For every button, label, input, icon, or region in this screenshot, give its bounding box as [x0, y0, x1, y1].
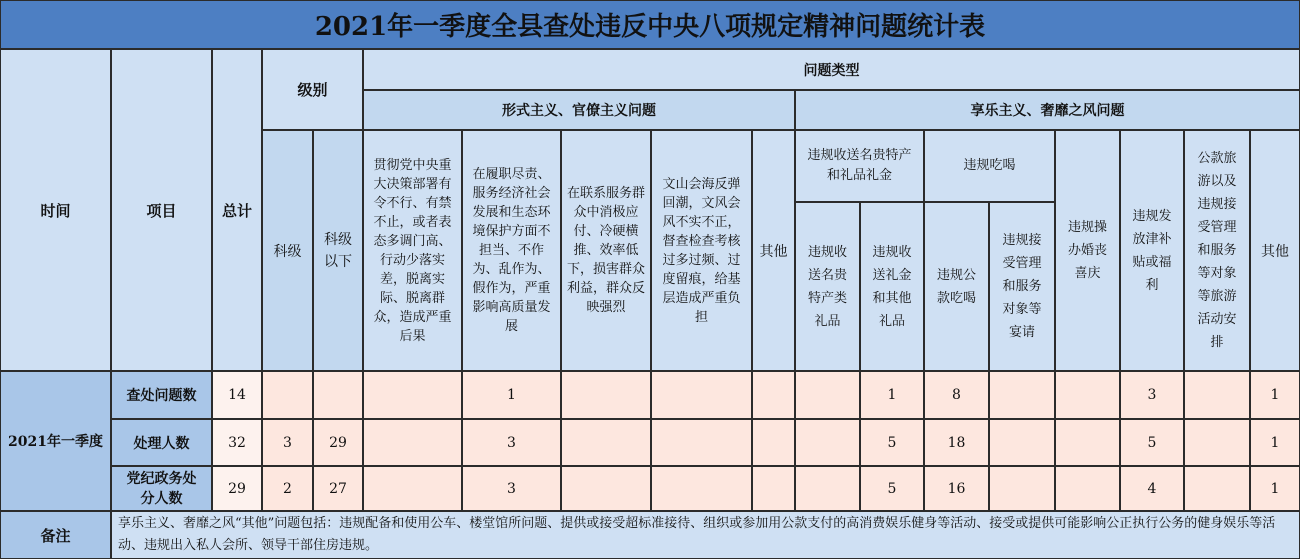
- header-formalism-group: 形式主义、官僚主义问题: [363, 90, 795, 130]
- header-hedonism-col-subsidy: 违规发放津补贴或福利: [1120, 130, 1184, 371]
- table-cell: [313, 371, 363, 419]
- table-cell: [795, 466, 860, 511]
- row-label: 处理人数: [111, 419, 212, 466]
- header-dining-sub-2: 违规接受管理和服务对象等宴请: [989, 202, 1055, 371]
- table-cell: [752, 419, 795, 466]
- table-cell: 3: [1120, 371, 1184, 419]
- table-cell: 8: [924, 371, 989, 419]
- table-cell: [1055, 466, 1120, 511]
- table-cell: [561, 419, 651, 466]
- header-dining-sub-1: 违规公款吃喝: [924, 202, 989, 371]
- table-cell: 5: [1120, 419, 1184, 466]
- table-cell: 5: [860, 466, 924, 511]
- table-cell: [752, 466, 795, 511]
- row-label: 查处问题数: [111, 371, 212, 419]
- table-cell: 1: [860, 371, 924, 419]
- header-dining-group: 违规吃喝: [924, 130, 1055, 202]
- table-cell: [651, 466, 752, 511]
- table-cell: [1184, 371, 1250, 419]
- header-hedonism-col-other: 其他: [1250, 130, 1300, 371]
- header-formalism-col-1: 贯彻党中央重大决策部署有令不行、有禁不止，或者表态多调门高、行动少落实差，脱离实际、脱离群众，造成严重后果: [363, 130, 462, 371]
- table-cell: 16: [924, 466, 989, 511]
- row-label: 党纪政务处分人数: [111, 466, 212, 511]
- table-cell: [651, 371, 752, 419]
- header-formalism-col-4: 文山会海反弹回潮，文风会风不实不正，督查检查考核过多过频、过度留痕，给基层造成严重负担: [651, 130, 752, 371]
- header-item: 项目: [111, 49, 212, 371]
- header-formalism-col-5: 其他: [752, 130, 795, 371]
- note-label: 备注: [0, 511, 111, 559]
- table-title: 2021年一季度全县查处违反中央八项规定精神问题统计表: [0, 0, 1300, 49]
- table-cell: [363, 419, 462, 466]
- table-cell: 27: [313, 466, 363, 511]
- table-cell: [752, 371, 795, 419]
- header-hedonism-col-travel: 公款旅游以及违规接受管理和服务等对象等旅游活动安排: [1184, 130, 1250, 371]
- header-gift-sub-2: 违规收送礼金和其他礼品: [860, 202, 924, 371]
- table-cell: [989, 419, 1055, 466]
- table-cell: 3: [462, 419, 561, 466]
- table-cell: 2: [262, 466, 313, 511]
- header-hedonism-col-wedding: 违规操办婚丧喜庆: [1055, 130, 1120, 371]
- table-cell: 1: [1250, 466, 1300, 511]
- table-cell: [1184, 419, 1250, 466]
- header-level-ke: 科级: [262, 130, 313, 371]
- table-cell: 3: [462, 466, 561, 511]
- table-cell: 3: [262, 419, 313, 466]
- header-level-below: 科级以下: [313, 130, 363, 371]
- header-problem-type: 问题类型: [363, 49, 1300, 90]
- header-time: 时间: [0, 49, 111, 371]
- table-cell: [262, 371, 313, 419]
- table-cell: [1055, 419, 1120, 466]
- header-total: 总计: [212, 49, 262, 371]
- table-cell: 4: [1120, 466, 1184, 511]
- period-label: 2021年一季度: [0, 371, 111, 511]
- table-cell: 32: [212, 419, 262, 466]
- table-cell: [1184, 466, 1250, 511]
- table-cell: 14: [212, 371, 262, 419]
- table-cell: 1: [1250, 371, 1300, 419]
- header-gift-group: 违规收送名贵特产和礼品礼金: [795, 130, 924, 202]
- table-cell: [363, 466, 462, 511]
- table-cell: [363, 371, 462, 419]
- table-cell: [795, 419, 860, 466]
- table-cell: [651, 419, 752, 466]
- header-gift-sub-1: 违规收送名贵特产类礼品: [795, 202, 860, 371]
- header-formalism-col-3: 在联系服务群众中消极应付、冷硬横推、效率低下，损害群众利益，群众反映强烈: [561, 130, 651, 371]
- table-cell: [1055, 371, 1120, 419]
- table-cell: [795, 371, 860, 419]
- table-cell: [989, 371, 1055, 419]
- table-cell: 18: [924, 419, 989, 466]
- table-cell: [561, 466, 651, 511]
- header-level: 级别: [262, 49, 363, 130]
- table-cell: [989, 466, 1055, 511]
- table-cell: 29: [212, 466, 262, 511]
- table-cell: 1: [462, 371, 561, 419]
- header-formalism-col-2: 在履职尽责、服务经济社会发展和生态环境保护方面不担当、不作为、乱作为、假作为，严重影响高质量发展: [462, 130, 561, 371]
- header-hedonism-group: 享乐主义、奢靡之风问题: [795, 90, 1300, 130]
- table-cell: 5: [860, 419, 924, 466]
- table-cell: [561, 371, 651, 419]
- note-text: 享乐主义、奢靡之风“其他”问题包括：违规配备和使用公车、楼堂馆所问题、提供或接受超标准接待、组织或参加用公款支付的高消费娱乐健身等活动、接受或提供可能影响公正执行公务的健身娱乐等活动、违规出入私人会所、领导干部住房违规。: [111, 511, 1300, 559]
- table-cell: 1: [1250, 419, 1300, 466]
- table-cell: 29: [313, 419, 363, 466]
